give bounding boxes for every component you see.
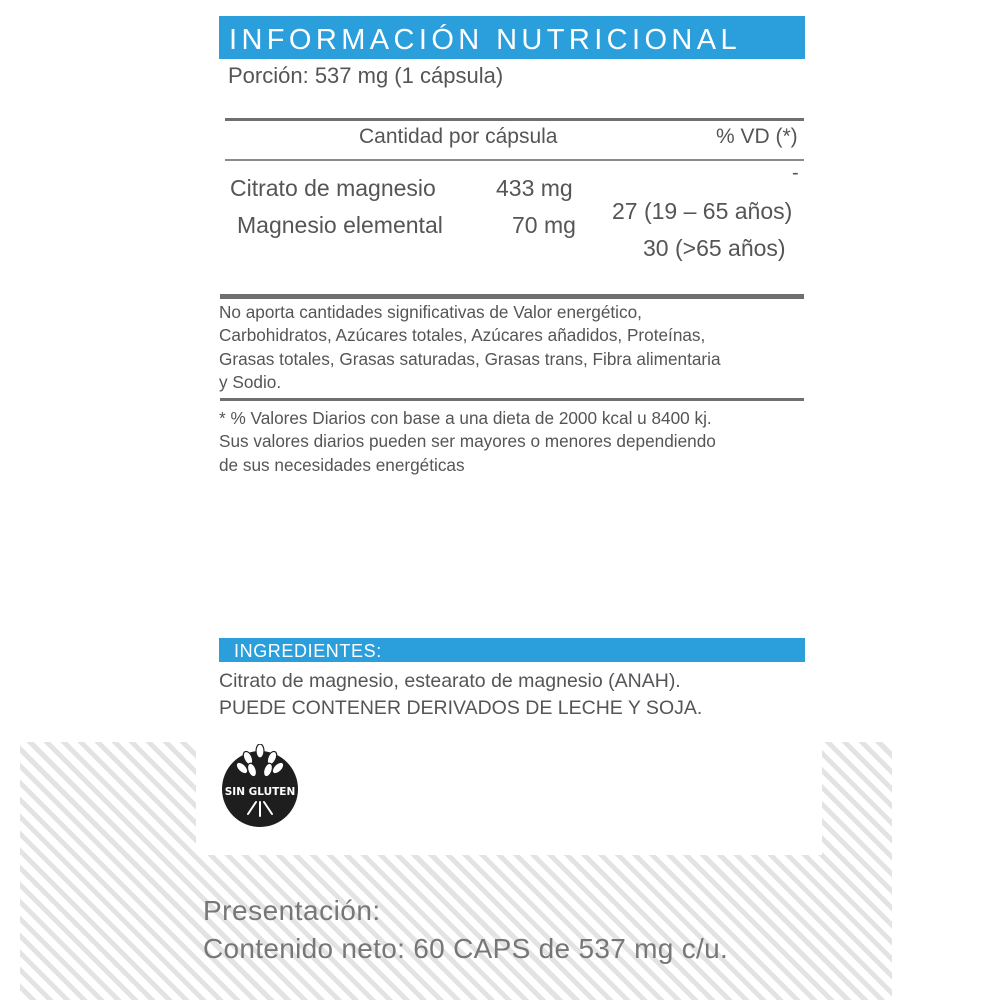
column-header-amount: Cantidad por cápsula <box>359 125 558 148</box>
header-rule <box>225 159 804 161</box>
note-line: Grasas totales, Grasas saturadas, Grasas trans, Fibra alimentaria <box>219 348 721 369</box>
row-amount: 433 mg <box>496 175 573 201</box>
ingredients-line: Citrato de magnesio, estearato de magnesio (ANAH). <box>219 670 681 692</box>
allergen-warning: PUEDE CONTENER DERIVADOS DE LECHE Y SOJA. <box>219 697 703 719</box>
ingredients-text <box>219 668 819 722</box>
presentation-title: Presentación: <box>203 895 381 926</box>
footnote-line: de sus necesidades energéticas <box>219 454 465 475</box>
row-vd-secondary: 30 (>65 años) <box>643 235 786 261</box>
note-rule <box>220 398 804 401</box>
nutrition-note <box>219 301 819 394</box>
table-bottom-rule <box>220 294 804 299</box>
note-line: No aporta cantidades significativas de Valor energético, <box>219 302 642 322</box>
column-header-vd: % VD (*) <box>716 125 798 148</box>
nutrition-title: INFORMACIÓN NUTRICIONAL <box>229 24 742 56</box>
net-content: Contenido neto: 60 CAPS de 537 mg c/u. <box>203 933 729 964</box>
gluten-free-icon <box>220 744 300 828</box>
table-top-rule <box>225 118 804 121</box>
row-vd: 27 (19 – 65 años) <box>612 198 793 224</box>
footnote-line: * % Valores Diarios con base a una dieta de 2000 kcal u 8400 kj. <box>219 408 712 428</box>
daily-values-footnote <box>219 407 819 477</box>
row-amount: 70 mg <box>512 212 576 238</box>
badge-label: SIN GLUTEN <box>224 786 296 798</box>
footnote-line: Sus valores diarios pueden ser mayores o menores dependiendo <box>219 431 716 452</box>
row-vd: - <box>792 162 799 184</box>
note-line: Carbohidratos, Azúcares totales, Azúcares añadidos, Proteínas, <box>219 325 706 346</box>
row-name: Magnesio elemental <box>237 212 443 238</box>
ingredients-title: INGREDIENTES: <box>234 641 382 661</box>
note-line: y Sodio. <box>219 371 282 392</box>
portion-size: Porción: 537 mg (1 cápsula) <box>228 63 504 88</box>
row-name: Citrato de magnesio <box>230 175 436 201</box>
